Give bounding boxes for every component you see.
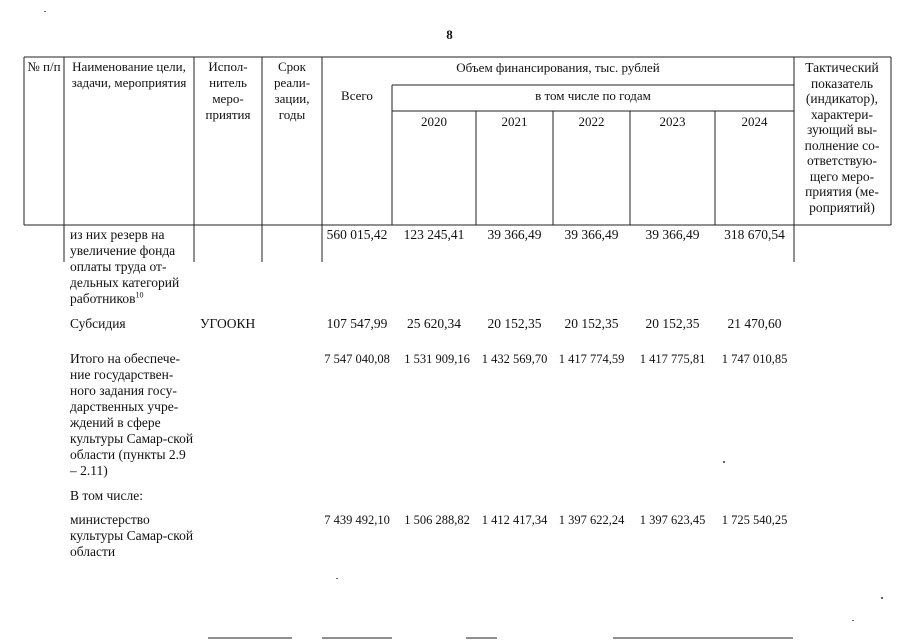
row-2-name: Субсидия	[70, 316, 126, 331]
header-year-2020: 2020	[421, 114, 447, 129]
row-5-2022: 1 397 622,24	[558, 513, 625, 527]
row-5-total: 7 439 492,10	[324, 513, 390, 527]
scan-speck	[723, 461, 725, 463]
scan-speck	[44, 11, 46, 12]
header-indicator: Тактический показатель (индикатор), характери-зующий вы-полнение со-ответствую-щего меро-приятия (ме-роприятий)	[804, 60, 880, 215]
header-year-2024: 2024	[741, 114, 768, 129]
row-3-total: 7 547 040,08	[324, 352, 390, 366]
row-1-2024: 318 670,54	[724, 227, 785, 242]
row-4-name: В том числе:	[70, 488, 143, 503]
row-3-name: Итого на обеспече-ние государствен-ного задания госу-дарственных учре-ждений в сфере культуры Самар-ской области (пункты 2.9 – 2.11)	[70, 351, 194, 478]
row-2-total: 107 547,99	[326, 316, 388, 331]
header-total: Всего	[341, 88, 373, 103]
header-num: № п/п	[27, 59, 61, 74]
scan-speck	[852, 620, 854, 621]
header-term: Срок реали-зации, годы	[273, 59, 311, 122]
row-2-2022: 20 152,35	[564, 316, 619, 331]
row-1-2023: 39 366,49	[645, 227, 700, 242]
row-3-2020: 1 531 909,16	[404, 352, 470, 366]
row-2-2024: 21 470,60	[727, 316, 782, 331]
row-5-name: министерство культуры Самар-ской области	[70, 512, 194, 559]
row-3-2024: 1 747 010,85	[721, 352, 788, 366]
row-2-2023: 20 152,35	[645, 316, 700, 331]
row-3-2022: 1 417 774,59	[558, 352, 625, 366]
row-5-2024: 1 725 540,25	[721, 513, 788, 527]
row-1-2021: 39 366,49	[487, 227, 542, 242]
header-name: Наименование цели, задачи, мероприятия	[71, 59, 187, 90]
header-executor: Испол-нитель меро-приятия	[205, 59, 251, 122]
header-year-2022: 2022	[578, 114, 605, 129]
row-3-2023: 1 417 775,81	[639, 352, 706, 366]
row-2-2021: 20 152,35	[487, 316, 542, 331]
scan-speck	[881, 597, 883, 599]
row-1-total: 560 015,42	[326, 227, 388, 242]
row-2-executor: УГООКН	[200, 316, 256, 331]
row-1-2020: 123 245,41	[403, 227, 465, 242]
row-3-2021: 1 432 569,70	[481, 352, 548, 366]
scan-speck	[336, 578, 338, 579]
header-by-years: в том числе по годам	[535, 88, 651, 103]
page-number: 8	[446, 27, 453, 42]
row-5-2020: 1 506 288,82	[404, 513, 470, 527]
row-1-2022: 39 366,49	[564, 227, 619, 242]
header-funding: Объем финансирования, тыс. рублей	[456, 60, 660, 75]
footnote-marker: 10	[135, 290, 144, 300]
header-year-2023: 2023	[659, 114, 686, 129]
row-5-2023: 1 397 623,45	[639, 513, 706, 527]
row-5-2021: 1 412 417,34	[481, 513, 548, 527]
header-year-2021: 2021	[501, 114, 528, 129]
row-1-name: из них резерв на увеличение фонда оплаты труда от-дельных категорий работников$^{10}$	[70, 227, 180, 306]
row-2-2020: 25 620,34	[407, 316, 461, 331]
